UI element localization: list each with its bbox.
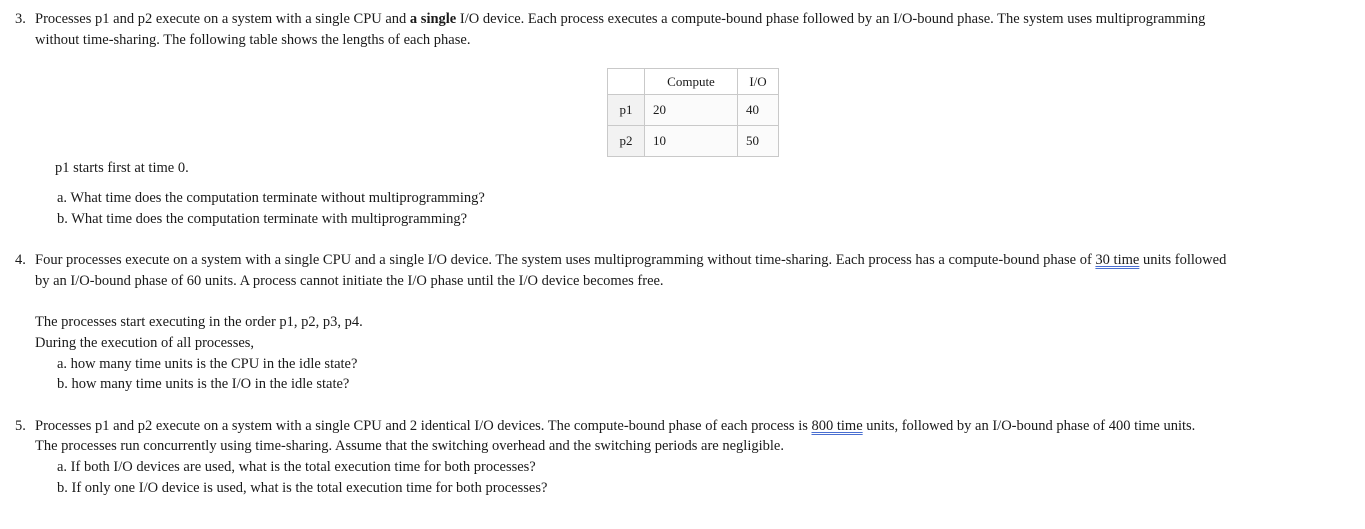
q4-line1-a: Four processes execute on a system with a single CPU and a single I/O device. The system uses multiprogramming without time-sharing. Each process has a compute-bound phase of [35, 252, 1096, 268]
q4-line1-underlined: 30 time [1095, 252, 1140, 268]
q3-line2: without time-sharing. The following table shows the lengths of each phase. [35, 32, 471, 48]
q5-line2: The processes run concurrently using time-sharing. Assume that the switching overhead and the switching periods are negligible. [35, 438, 784, 454]
io-cell: 50 [738, 126, 779, 157]
q3-note: p1 starts first at time 0. [55, 160, 189, 176]
io-header: I/O [738, 69, 779, 95]
q5-number: 5. [15, 418, 26, 434]
q3-number: 3. [15, 11, 26, 27]
q3-line1-a: Processes p1 and p2 execute on a system with a single CPU and [35, 11, 410, 27]
table-row [608, 95, 779, 126]
compute-cell: 10 [645, 126, 738, 157]
q5-line1-a: Processes p1 and p2 execute on a system with a single CPU and 2 identical I/O devices. The compute-bound phase of each process is [35, 418, 812, 434]
q5-line1-underlined: 800 time [811, 418, 863, 434]
q5-line1-b: units, followed by an I/O-bound phase of 400 time units. [862, 418, 1196, 434]
q4-part-a: a. how many time units is the CPU in the idle state? [57, 356, 358, 372]
q4-line1-b: units followed [1139, 252, 1227, 268]
q3-line1 [35, 11, 1205, 28]
q3-part-b: b. What time does the computation terminate with multiprogramming? [57, 211, 468, 227]
q4-number: 4. [15, 252, 26, 268]
q3-part-a: a. What time does the computation terminate without multiprogramming? [57, 190, 485, 206]
table-row [608, 126, 779, 157]
q4-line1 [35, 252, 1226, 269]
q4-part-b: b. how many time units is the I/O in the idle state? [57, 376, 350, 392]
row-label: p1 [608, 95, 645, 126]
compute-cell: 20 [645, 95, 738, 126]
q4-line2: by an I/O-bound phase of 60 units. A process cannot initiate the I/O phase until the I/O device becomes free. [35, 273, 664, 289]
q5-line1 [35, 418, 1195, 435]
table-header-row [608, 69, 779, 95]
table-corner-cell [608, 69, 645, 95]
row-label: p2 [608, 126, 645, 157]
q4-line3: The processes start executing in the order p1, p2, p3, p4. [35, 314, 363, 330]
q3-line1-bold: a single [409, 11, 457, 27]
phase-table [607, 68, 779, 157]
q5-part-b: b. If only one I/O device is used, what is the total execution time for both processes? [57, 480, 548, 496]
compute-header: Compute [645, 69, 738, 95]
q5-part-a: a. If both I/O devices are used, what is the total execution time for both processes? [57, 459, 536, 475]
q4-line4: During the execution of all processes, [35, 335, 255, 351]
q3-line1-b: I/O device. Each process executes a compute-bound phase followed by an I/O-bound phase. The system uses multiprogramming [456, 11, 1206, 27]
io-cell: 40 [738, 95, 779, 126]
